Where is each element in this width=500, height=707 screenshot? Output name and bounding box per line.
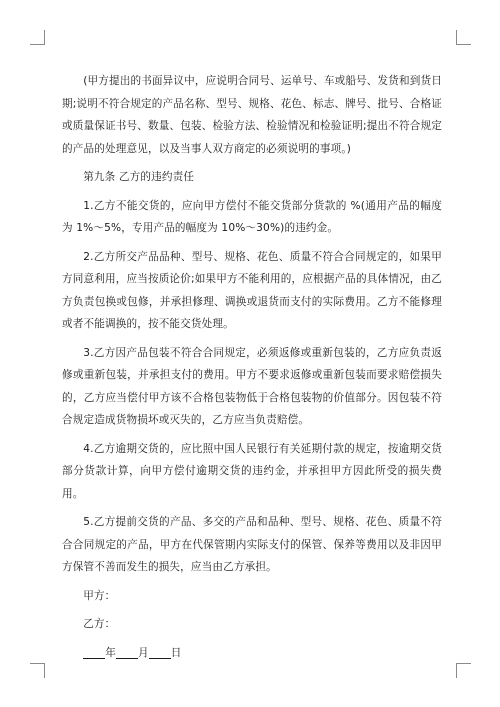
day-blank: [149, 645, 171, 659]
year-blank: [83, 645, 105, 659]
clause-4: 4.乙方逾期交货的，应比照中国人民银行有关延期付款的规定，按逾期交货部分货款计算，向甲方偿付逾期交货的违约金，并承担甲方因此所受的损失费用。: [62, 442, 442, 500]
clause-1: 1.乙方不能交货的，应向甲方偿付不能交货部分货款的 %(通用产品的幅度为 1%～5%，专用产品的幅度为 10%～30%)的违约金。: [62, 199, 442, 234]
document-body: [62, 70, 442, 668]
section-title: 第九条 乙方的违约责任: [83, 171, 195, 183]
clause-2: 2.乙方所交产品品种、型号、规格、花色、质量不符合合同规定的，如果甲方同意利用，应当按质论价;如果甲方不能利用的，应根据产品的具体情况，由乙方负责包换或包修，并承担修理、调换或退货而支付的实际费用。乙方不能修理或者不能调换的，按不能交货处理。: [62, 250, 442, 330]
day-label: 日: [170, 646, 182, 659]
corner-mark-top-left: [30, 30, 45, 45]
date-line: [62, 642, 442, 665]
party-a-label: 甲方：: [83, 589, 116, 602]
year-label: 年: [105, 646, 116, 659]
intro-paragraph: (甲方提出的书面异议中，应说明合同号、运单号、车或船号、发货和到货日期;说明不符合规定的产品名称、型号、规格、花色、标志、牌号、批号、合格证或质量保证书号、数量、包装、检验方法、检验情况和检验证明;提出不符合规定的产品的处理意见，以及当事人双方商定的必须说明的事项。): [62, 75, 443, 155]
month-label: 月: [137, 646, 149, 659]
corner-mark-bottom-left: [30, 663, 45, 678]
clause-5: 5.乙方提前交货的产品、多交的产品和品种、型号、规格、花色、质量不符合合同规定的产品，甲方在代保管期内实际支付的保管、保养等费用以及非因甲方保管不善而发生的损失，应当由乙方承担。: [62, 516, 442, 573]
corner-mark-top-right: [456, 30, 471, 45]
party-b-label: 乙方：: [83, 618, 116, 630]
clause-3: 3.乙方因产品包装不符合合同规定，必须返修或重新包装的，乙方应负责返修或重新包装，并承担支付的费用。甲方不要求返修或重新包装而要求赔偿损失的，乙方应当偿付甲方该不合格包装物低于合格包装物的价值部分。因包装不符合规定造成货物损坏或灭失的，乙方应当负责赔偿。: [62, 346, 442, 426]
corner-mark-bottom-right: [456, 663, 471, 678]
month-blank: [116, 645, 138, 659]
